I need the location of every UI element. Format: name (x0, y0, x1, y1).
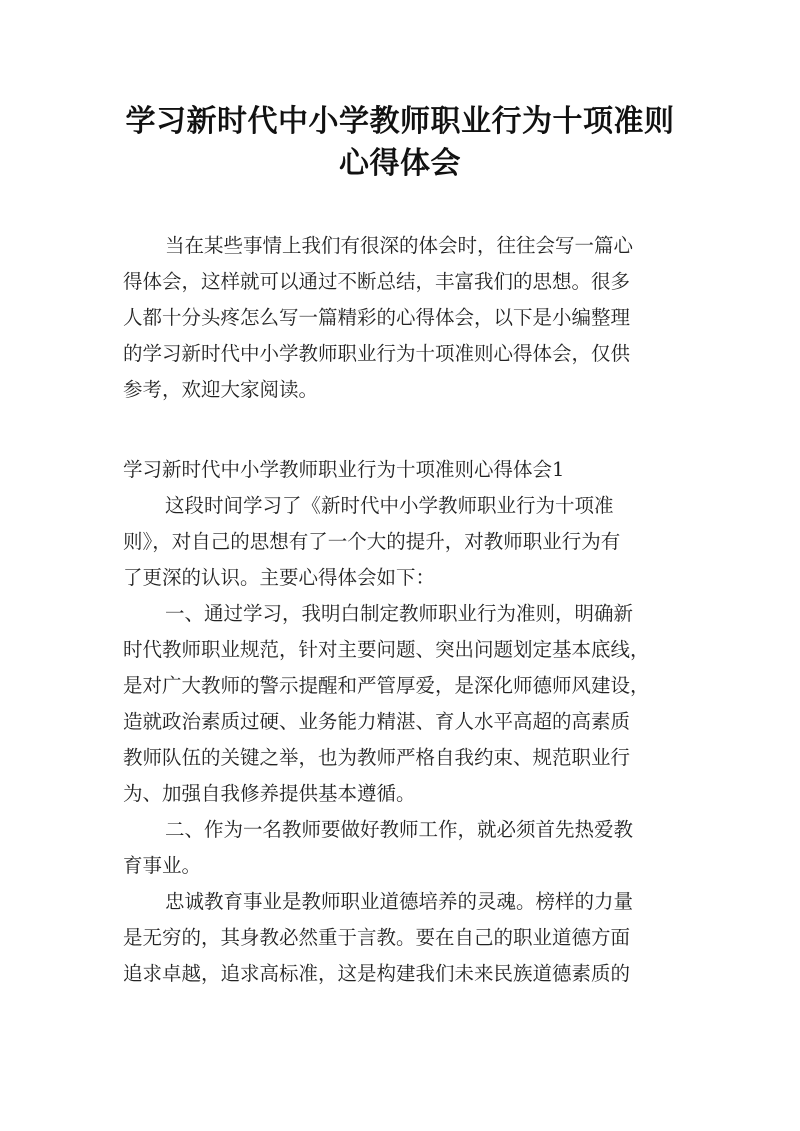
body-line: 为、加强自我修养提供基本遵循。 (123, 782, 416, 805)
section-body (123, 488, 683, 992)
intro-line: 的学习新时代中小学教师职业行为十项准则心得体会，仅供 (123, 342, 631, 365)
body-line: 追求卓越，追求高标准，这是构建我们未来民族道德素质的 (123, 962, 631, 985)
body-line: 教师队伍的关键之举，也为教师严格自我约束、规范职业行 (123, 746, 631, 769)
body-line: 则》，对自己的思想有了一个大的提升，对教师职业行为有 (123, 530, 621, 553)
body-line: 忠诚教育事业是教师职业道德培养的灵魂。榜样的力量 (165, 890, 634, 913)
body-line: 是对广大教师的警示提醒和严管厚爱，是深化师德师风建设， (123, 674, 650, 697)
body-line: 造就政治素质过硬、业务能力精湛、育人水平高超的高素质 (123, 710, 631, 733)
body-line: 时代教师职业规范，针对主要问题、突出问题划定基本底线， (123, 638, 650, 661)
intro-paragraph (123, 228, 683, 408)
body-line: 一、通过学习，我明白制定教师职业行为准则，明确新 (165, 602, 634, 625)
section-heading: 学习新时代中小学教师职业行为十项准则心得体会1 (123, 458, 565, 481)
body-line: 育事业。 (123, 854, 202, 877)
body-line: 二、作为一名教师要做好教师工作，就必须首先热爱教 (165, 818, 634, 841)
intro-line: 人都十分头疼怎么写一篇精彩的心得体会，以下是小编整理 (123, 306, 631, 329)
intro-line: 当在某些事情上我们有很深的体会时，往往会写一篇心 (165, 234, 634, 257)
body-line: 这段时间学习了《新时代中小学教师职业行为十项准 (165, 494, 614, 517)
body-line: 了更深的认识。主要心得体会如下： (123, 566, 436, 589)
document-title-line-1: 学习新时代中小学教师职业行为十项准则 (125, 104, 675, 139)
document-title-line-2: 心得体会 (339, 146, 461, 181)
body-line: 是无穷的，其身教必然重于言教。要在自己的职业道德方面 (123, 926, 631, 949)
intro-line: 得体会，这样就可以通过不断总结，丰富我们的思想。很多 (123, 270, 631, 293)
intro-line: 参考，欢迎大家阅读。 (123, 378, 319, 401)
